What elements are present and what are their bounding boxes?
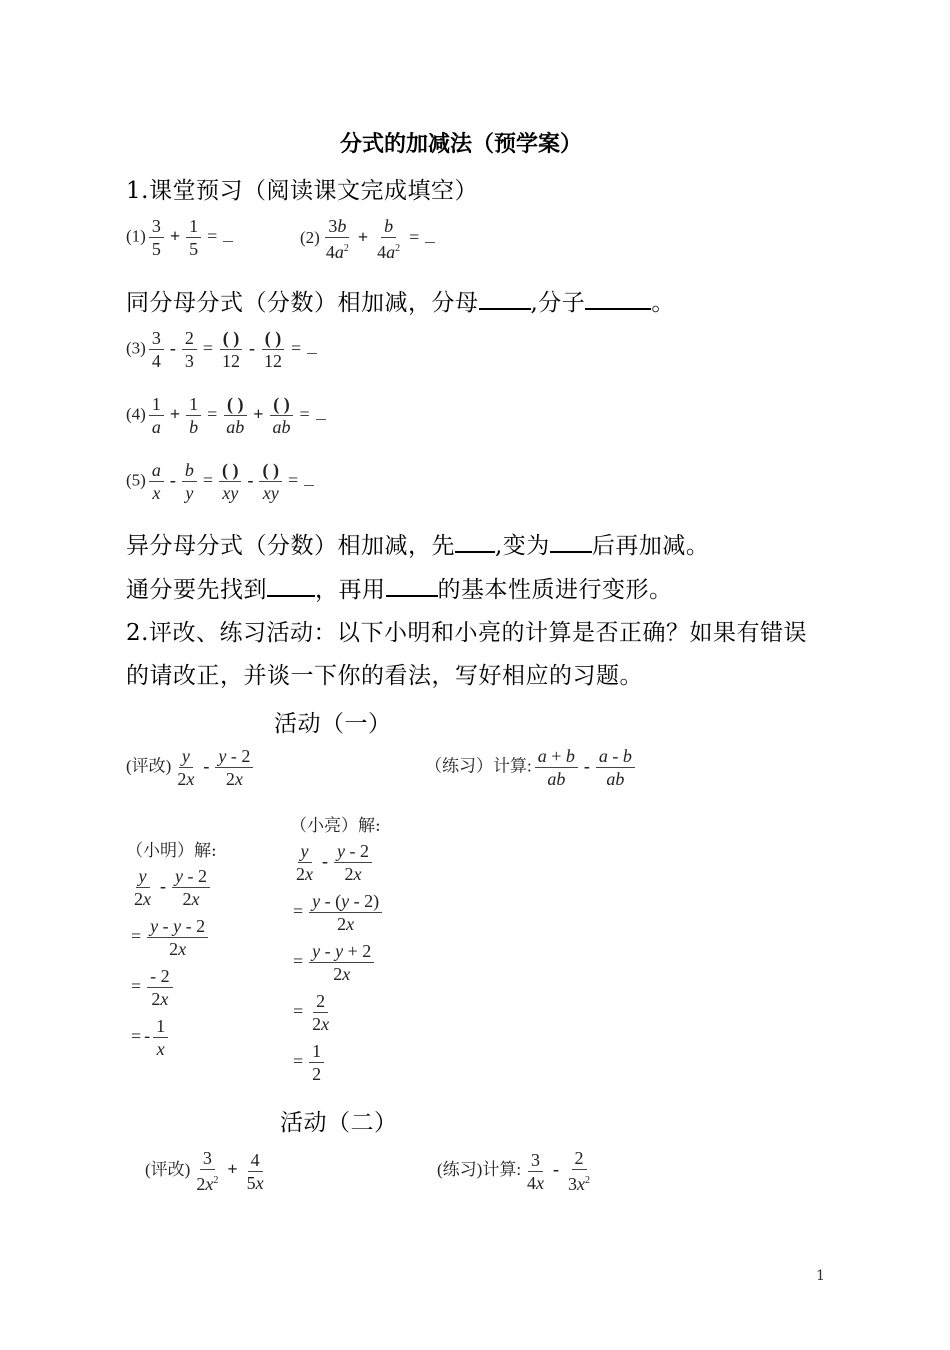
blank-denominator[interactable]	[479, 290, 531, 310]
problem-1: (1) $\frac{3}{5}$ + $\frac{1}{5}$ =	[126, 215, 233, 260]
blank-find[interactable]	[267, 577, 315, 597]
activity-2-practice: (练习)计算: $\frac{3}{4x}$ - $\frac{2}{3x^2}$	[437, 1148, 591, 1194]
diff-denominator-rule: 异分母分式（分数）相加减，先 ,变为 后再加减。	[126, 533, 710, 559]
page-number: 1	[816, 1268, 825, 1284]
xiaoming-label: （小明）解:	[126, 841, 217, 861]
activity-1-review: (评改) $\frac{y}{2x}$ - $\frac{y - 2}{2x}$	[126, 745, 256, 790]
xiaoliang-step-2: = $\frac{y - (y - 2)}{2x}$	[290, 890, 385, 935]
common-denominator-rule: 通分要先找到 ，再用 的基本性质进行变形。	[126, 577, 673, 603]
problem-3-label: (3)	[126, 338, 146, 358]
section-1-heading: 1.课堂预习（阅读课文完成填空）	[126, 178, 478, 204]
xiaoliang-step-4: = $\frac{2}{2x}$	[293, 991, 330, 1034]
activity-2-review: (评改) $\frac{3}{2x^2}$ + $\frac{4}{5x}$	[145, 1148, 264, 1194]
blank-becomes[interactable]	[550, 533, 592, 553]
xiaoliang-step-5: = $\frac{1}{2}$	[290, 1040, 327, 1085]
problem-5: (5) $\frac{a}{x}$ - $\frac{b}{y}$ = $\frac{( )}{xy}$ - $\frac{( )}{xy}$ =	[126, 459, 314, 504]
activity-1-practice: （练习）计算: $\frac{a + b}{ab}$ - $\frac{a - b}{ab}$	[425, 745, 638, 790]
section-2-heading-line1: 2.评改、练习活动：以下小明和小亮的计算是否正确？如果有错误	[126, 620, 807, 646]
blank-numerator[interactable]	[585, 290, 651, 310]
blank-property[interactable]	[386, 577, 438, 597]
problem-2: (2) $\frac{3b}{4a^2}$ + $\frac{b}{4a^2}$ =	[300, 215, 435, 263]
problem-3: (3) $\frac{3}{4}$ - $\frac{2}{3}$ = $\frac{( )}{12}$ - $\frac{( )}{12}$ =	[126, 327, 317, 372]
problem-1-label: (1)	[126, 226, 146, 246]
xiaoming-step-2: = $\frac{y - y - 2}{2x}$	[128, 915, 211, 960]
xiaoliang-step-1: $\frac{y}{2x}$ - $\frac{y - 2}{2x}$	[290, 840, 375, 885]
problem-4-label: (4)	[126, 404, 146, 424]
section-2-heading-line2: 的请改正，并谈一下你的看法，写好相应的习题。	[126, 663, 643, 689]
problem-5-label: (5)	[126, 470, 146, 490]
xiaoming-step-1: $\frac{y}{2x}$ - $\frac{y - 2}{2x}$	[128, 865, 213, 910]
xiaoliang-step-3: = $\frac{y - y + 2}{2x}$	[290, 940, 377, 985]
same-denominator-rule: 同分母分式（分数）相加减，分母 ,分子 。	[126, 290, 675, 316]
xiaoming-step-4: = - $\frac{1}{x}$	[128, 1015, 171, 1060]
problem-2-label: (2)	[300, 228, 320, 248]
page-title: 分式的加减法（预学案）	[340, 131, 583, 157]
activity-1-title: 活动（一）	[274, 711, 392, 737]
problem-4: (4) $\frac{1}{a}$ + $\frac{1}{b}$ = $\frac{( )}{ab}$ + $\frac{( )}{ab}$ =	[126, 393, 326, 438]
blank-first-step[interactable]	[455, 533, 495, 553]
xiaoming-step-3: = $\frac{- 2}{2x}$	[128, 965, 176, 1010]
xiaoliang-label: （小亮）解:	[290, 816, 381, 836]
activity-2-title: 活动（二）	[280, 1110, 398, 1136]
